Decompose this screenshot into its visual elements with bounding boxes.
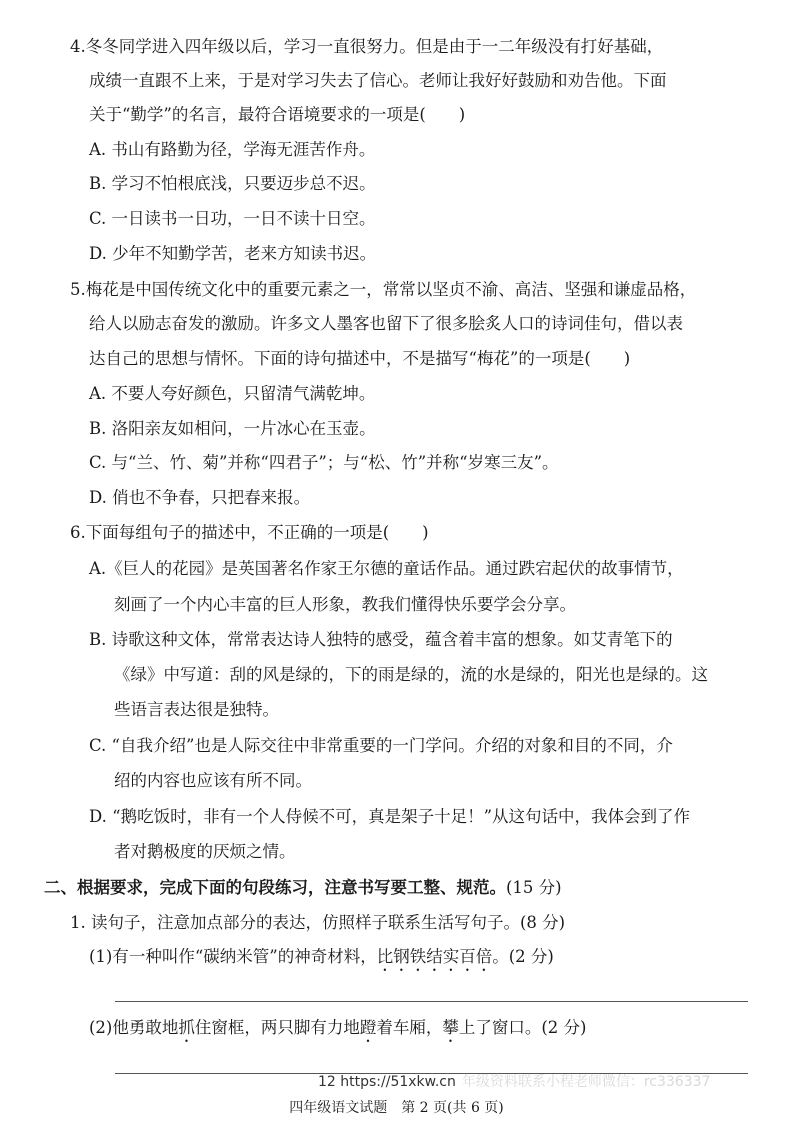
sentence1-emphasis: 比钢铁结实百倍: [376, 947, 493, 966]
sentence2-text-c: 着车厢，: [376, 1018, 443, 1037]
section2-score: (15 分): [506, 878, 562, 897]
q6-option-c-line2: 绍的内容也应该有所不同。: [114, 771, 312, 790]
q6-option-d-line1: D. “鹅吃饭时，非有一个人侍候不可，真是架子十足！”从这句话中，我体会到了作: [89, 807, 691, 826]
section2-heading-row: [44, 877, 562, 899]
watermark: [318, 1071, 710, 1091]
section2-q1-instruction: 1. 读句子，注意加点部分的表达，仿照样子联系生活写句子。(8 分): [70, 913, 566, 932]
q4-option-c: C. 一日读书一日功，一日不读十日空。: [89, 209, 376, 228]
sentence2-text-b: 住窗框，两只脚有力地: [194, 1018, 360, 1037]
q5-option-b: B. 洛阳亲友如相问，一片冰心在玉壶。: [89, 419, 376, 438]
sentence2-text-a: (2)他勇敢地: [89, 1018, 179, 1037]
sentence2-emphasis-1: 抓: [178, 1018, 195, 1037]
q5-option-a: A. 不要人夸好颜色，只留清气满乾坤。: [89, 384, 376, 403]
page-footer: 四年级语文试题 第 2 页(共 6 页): [289, 1100, 504, 1116]
q6-option-b-line1: B. 诗歌这种文体，常常表达诗人独特的感受，蕴含着丰富的想象。如艾青笔下的: [89, 630, 673, 649]
q6-option-a-line1: A.《巨人的花园》是英国著名作家王尔德的童话作品。通过跌宕起伏的故事情节，: [89, 559, 684, 578]
sentence1-text: (1)有一种叫作“碳纳米管”的神奇材料，: [89, 947, 377, 966]
sentence2-emphasis-3: 攀: [442, 1018, 459, 1037]
watermark-url: 12 https://51xkw.cn: [318, 1074, 456, 1090]
watermark-faint-text: 年级资料联系小程老师微信：rc336337: [461, 1074, 711, 1090]
section2-heading: 二、根据要求，完成下面的句段练习，注意书写要工整、规范。: [44, 878, 506, 897]
q5-option-c: C. 与“兰、竹、菊”并称“四君子”；与“松、竹”并称“岁寒三友”。: [89, 453, 559, 472]
q6-option-b-line2: 《绿》中写道：刮的风是绿的，下的雨是绿的，流的水是绿的，阳光也是绿的。这: [114, 665, 708, 684]
sentence2-score: 上了窗口。(2 分): [458, 1018, 587, 1037]
answer-line-1[interactable]: [115, 1001, 748, 1002]
q4-stem-line3: 关于“勤学”的名言，最符合语境要求的一项是( ): [89, 105, 466, 124]
q6-option-c-line1: C. “自我介绍”也是人际交往中非常重要的一门学问。介绍的对象和目的不同，介: [89, 736, 673, 755]
sentence1-score: 。(2 分): [492, 947, 554, 966]
sentence2-emphasis-2: 蹬: [359, 1018, 377, 1037]
sentence1-row: [89, 946, 554, 975]
q4-option-a: A. 书山有路勤为径，学海无涯苦作舟。: [89, 140, 376, 159]
q6-stem: 6.下面每组句子的描述中，不正确的一项是( ): [70, 523, 429, 542]
q4-stem-line1: 4.冬冬同学进入四年级以后，学习一直很努力。但是由于一二年级没有打好基础，: [70, 37, 664, 56]
sentence2-row: [89, 1017, 587, 1046]
q4-stem-line2: 成绩一直跟不上来，于是对学习失去了信心。老师让我好好鼓励和劝告他。下面: [89, 71, 667, 90]
q5-option-d: D. 俏也不争春，只把春来报。: [89, 488, 311, 507]
q4-option-d: D. 少年不知勤学苦，老来方知读书迟。: [89, 244, 377, 263]
q5-stem-line3: 达自己的思想与情怀。下面的诗句描述中，不是描写“梅花”的一项是( ): [89, 349, 631, 368]
q5-stem-line1: 5.梅花是中国传统文化中的重要元素之一，常常以坚贞不渝、高洁、坚强和谦虚品格，: [70, 280, 697, 299]
q5-stem-line2: 给人以励志奋发的激励。许多文人墨客也留下了很多脍炙人口的诗词佳句，借以表: [89, 314, 683, 333]
q6-option-a-line2: 刻画了一个内心丰富的巨人形象，教我们懂得快乐要学会分享。: [114, 595, 576, 614]
q6-option-b-line3: 些语言表达很是独特。: [114, 700, 279, 719]
q6-option-d-line2: 者对鹅极度的厌烦之情。: [114, 842, 296, 861]
q4-option-b: B. 学习不怕根底浅，只要迈步总不迟。: [89, 174, 376, 193]
